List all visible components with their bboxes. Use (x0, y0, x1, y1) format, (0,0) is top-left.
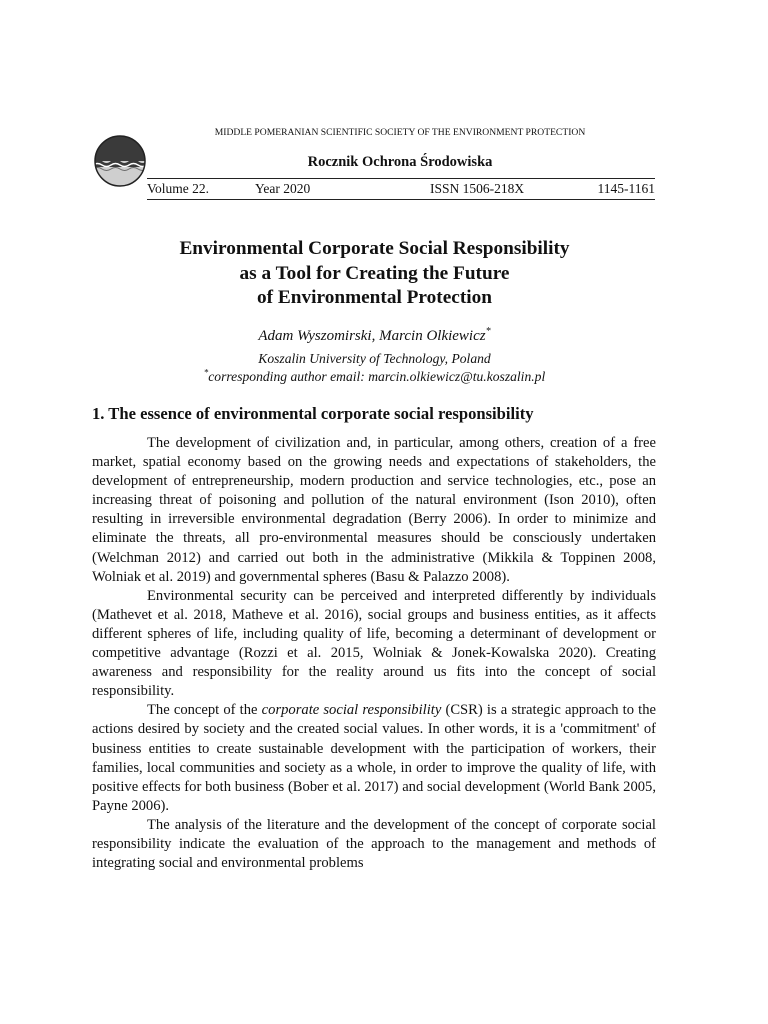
body-text (92, 434, 656, 873)
email-text: corresponding author email: marcin.olkiewicz@tu.koszalin.pl (208, 369, 546, 384)
email-mark: * (203, 367, 209, 378)
paper-title (92, 237, 657, 311)
affiliation: Koszalin University of Technology, Poland (258, 351, 491, 366)
issn-label: ISSN 1506-218X (430, 181, 525, 196)
title-line: as a Tool for Creating the Future (239, 262, 510, 284)
title-line: of Environmental Protection (257, 287, 492, 308)
header-rule-top (147, 178, 655, 179)
corresponding-mark: * (485, 326, 491, 337)
society-name: MIDDLE POMERANIAN SCIENTIFIC SOCIETY OF THE ENVIRONMENT PROTECTION (214, 127, 586, 138)
paragraph (92, 701, 656, 816)
header-rule-bottom (147, 199, 655, 200)
section-heading: 1. The essence of environmental corporate social responsibility (92, 404, 534, 423)
volume-label: Volume 22. (147, 181, 210, 196)
title-line: Environmental Corporate Social Responsibility (179, 238, 570, 259)
author-list (92, 328, 657, 345)
paragraph: The development of civilization and, in particular, among others, creation of a free market, spatial economy based on the growing needs and expectations of stakeholders, the development of entrepreneurship, modern production and service technologies, etc., pose an increasing threat of poisoning and pollution of the natural environment (Ison 2010), often resulting in irreversible environmental degradation (Berry 2006). In order to minimize and eliminate the threats, all pro-environmental measures should be consciously undertaken (Welchman 2012) and carried out both in the administrative (Mikkila & Toppinen 2008, Wolniak et al. 2019) and governmental spheres (Basu & Palazzo 2008). (92, 435, 656, 585)
journal-name: Rocznik Ochrona Środowiska (307, 154, 493, 170)
society-logo-icon (93, 134, 147, 188)
emphasized-term: corporate social responsibility (261, 702, 442, 719)
paragraph: The analysis of the literature and the development of the concept of corporate social responsibility indicate the evaluation of the approach to the management and methods of integrating social and environmental problems (92, 816, 656, 872)
paragraph: Environmental security can be perceived and interpreted differently by individuals (Mathevet et al. 2018, Matheve et al. 2016), social groups and business entities, as it affects different spheres of life, including quality of life, becoming a determinant of development or competitive advantage (Rozzi et al. 2015, Wolniak & Jonek-Kowalska 2020). Creating awareness and responsibility for the reality around us fits into the concept of social responsibility. (92, 587, 656, 700)
paragraph-text: The concept of the (147, 702, 262, 719)
page-range: 1145-1161 (597, 181, 655, 196)
paragraph-text: (CSR) is a strategic approach to the actions desired by society and the created social values. In other words, it is a 'commitment' of business entities to create sustainable development with the participation of workers, their families, local communities and society as a whole, in order to improve the quality of life, with positive effects for both business (Bober et al. 2017) and social development (World Bank 2005, Payne 2006). (92, 702, 656, 814)
author-names: Adam Wyszomirski, Marcin Olkiewicz (258, 328, 486, 344)
year-label: Year 2020 (255, 181, 311, 196)
corresponding-email (92, 369, 657, 385)
